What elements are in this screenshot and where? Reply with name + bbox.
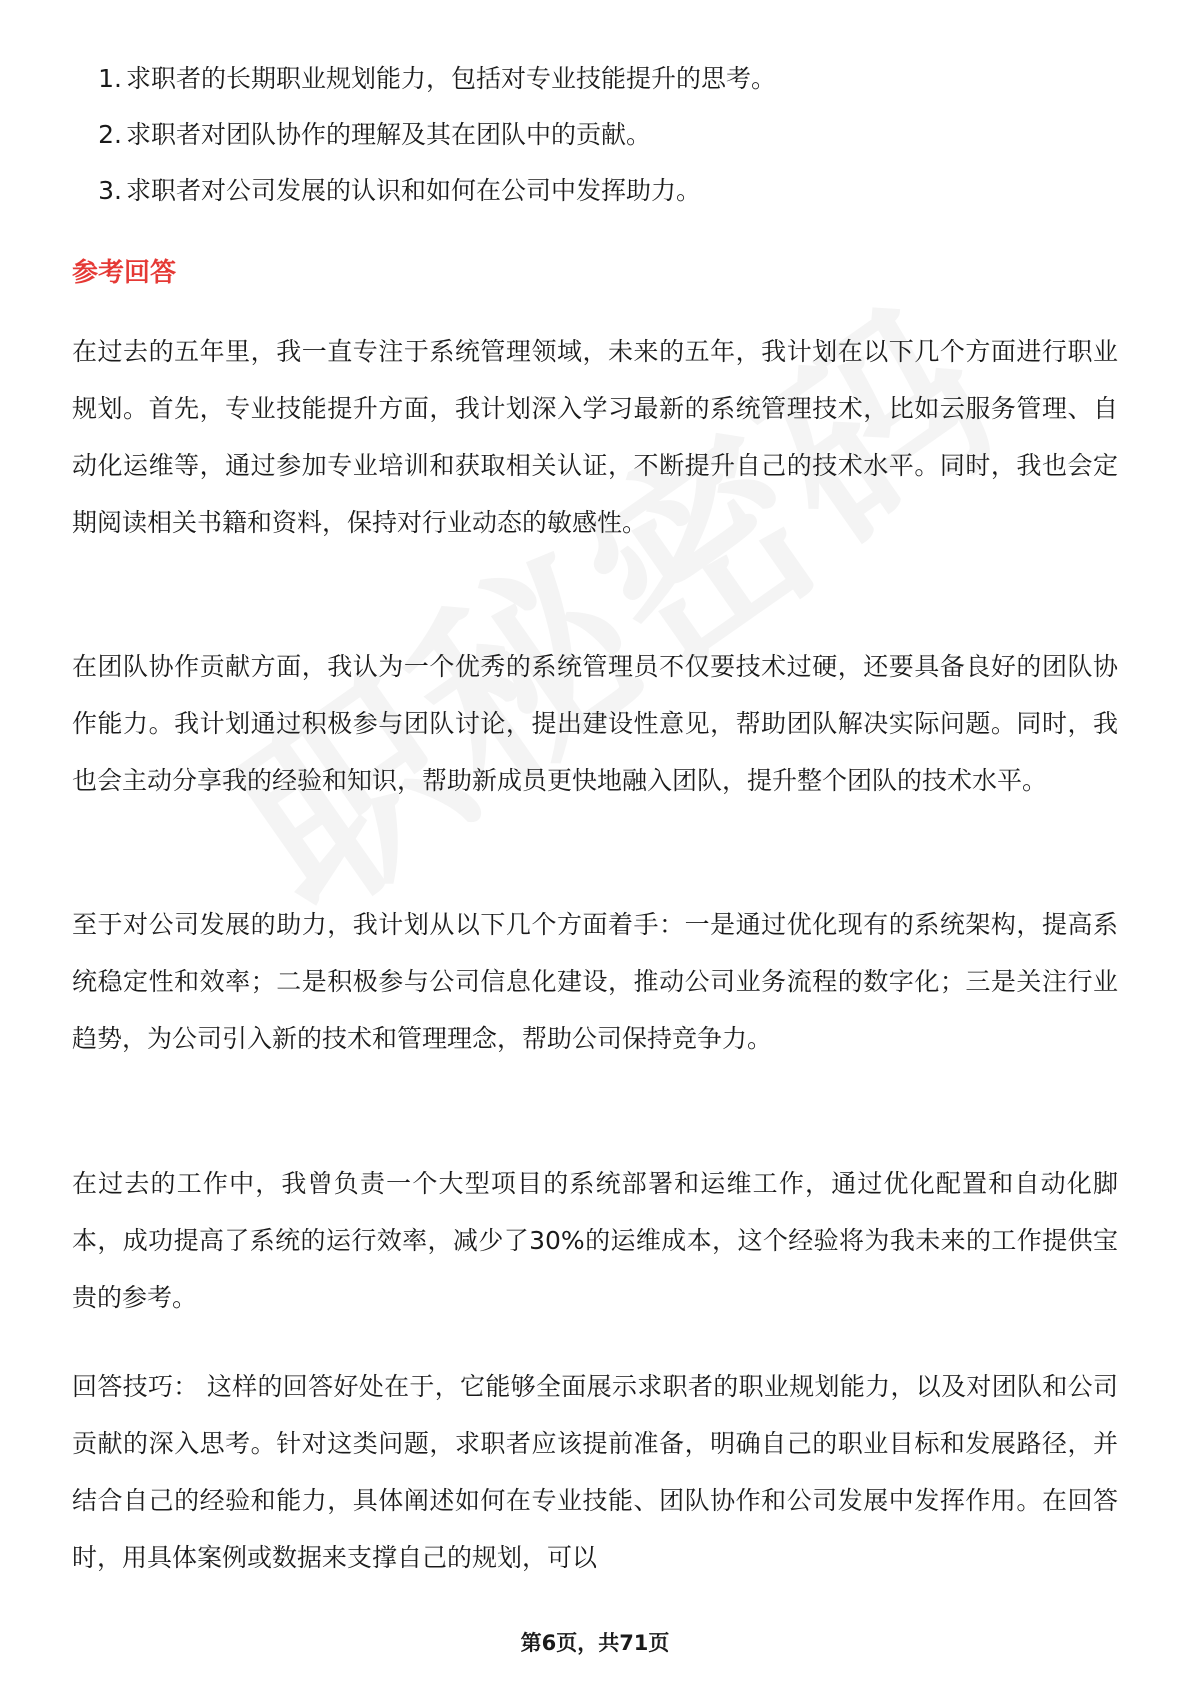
answer-tips-paragraph: 回答技巧： 这样的回答好处在于，它能够全面展示求职者的职业规划能力，以及对团队和公司贡献的深入思考。针对这类问题，求职者应该提前准备，明确自己的职业目标和发展路径，并结合自己的经验和能力，具体阐述如何在专业技能、团队协作和公司发展中发挥作用。在回答时，用具体案例或数据来支撑自己的规划，可以 bbox=[72, 1372, 1118, 1572]
answer-paragraph: 在过去的五年里，我一直专注于系统管理领域，未来的五年，我计划在以下几个方面进行职业规划。首先，专业技能提升方面，我计划深入学习最新的系统管理技术，比如云服务管理、自动化运维等，通过参加专业培训和获取相关认证，不断提升自己的技术水平。同时，我也会定期阅读相关书籍和资料，保持对行业动态的敏感性。 bbox=[72, 337, 1118, 537]
list-item bbox=[72, 60, 776, 116]
page-number-footer: 第6页，共71页 bbox=[520, 1631, 670, 1655]
answer-paragraph: 在团队协作贡献方面，我认为一个优秀的系统管理员不仅要技术过硬，还要具备良好的团队协作能力。我计划通过积极参与团队讨论，提出建设性意见，帮助团队解决实际问题。同时，我也会主动分享我的经验和知识，帮助新成员更快地融入团队，提升整个团队的技术水平。 bbox=[72, 652, 1118, 795]
answer-paragraph: 在过去的工作中，我曾负责一个大型项目的系统部署和运维工作，通过优化配置和自动化脚本，成功提高了系统的运行效率，减少了30%的运维成本，这个经验将为我未来的工作提供宝贵的参考。 bbox=[72, 1169, 1118, 1312]
section-heading: 参考回答 bbox=[72, 258, 177, 288]
list-item-number: 2. bbox=[98, 120, 122, 149]
list-item-number: 3. bbox=[98, 176, 122, 205]
list-item-text: 求职者的长期职业规划能力，包括对专业技能提升的思考。 bbox=[126, 64, 777, 93]
list-item bbox=[72, 116, 776, 172]
list-item bbox=[72, 172, 776, 228]
question-points-list bbox=[72, 60, 776, 228]
list-item-text: 求职者对团队协作的理解及其在团队中的贡献。 bbox=[126, 120, 652, 149]
list-item-number: 1. bbox=[98, 64, 122, 93]
answer-paragraph: 至于对公司发展的助力，我计划从以下几个方面着手：一是通过优化现有的系统架构，提高系统稳定性和效率；二是积极参与公司信息化建设，推动公司业务流程的数字化；三是关注行业趋势，为公司引入新的技术和管理理念，帮助公司保持竞争力。 bbox=[72, 910, 1118, 1053]
list-item-text: 求职者对公司发展的认识和如何在公司中发挥助力。 bbox=[126, 176, 702, 205]
